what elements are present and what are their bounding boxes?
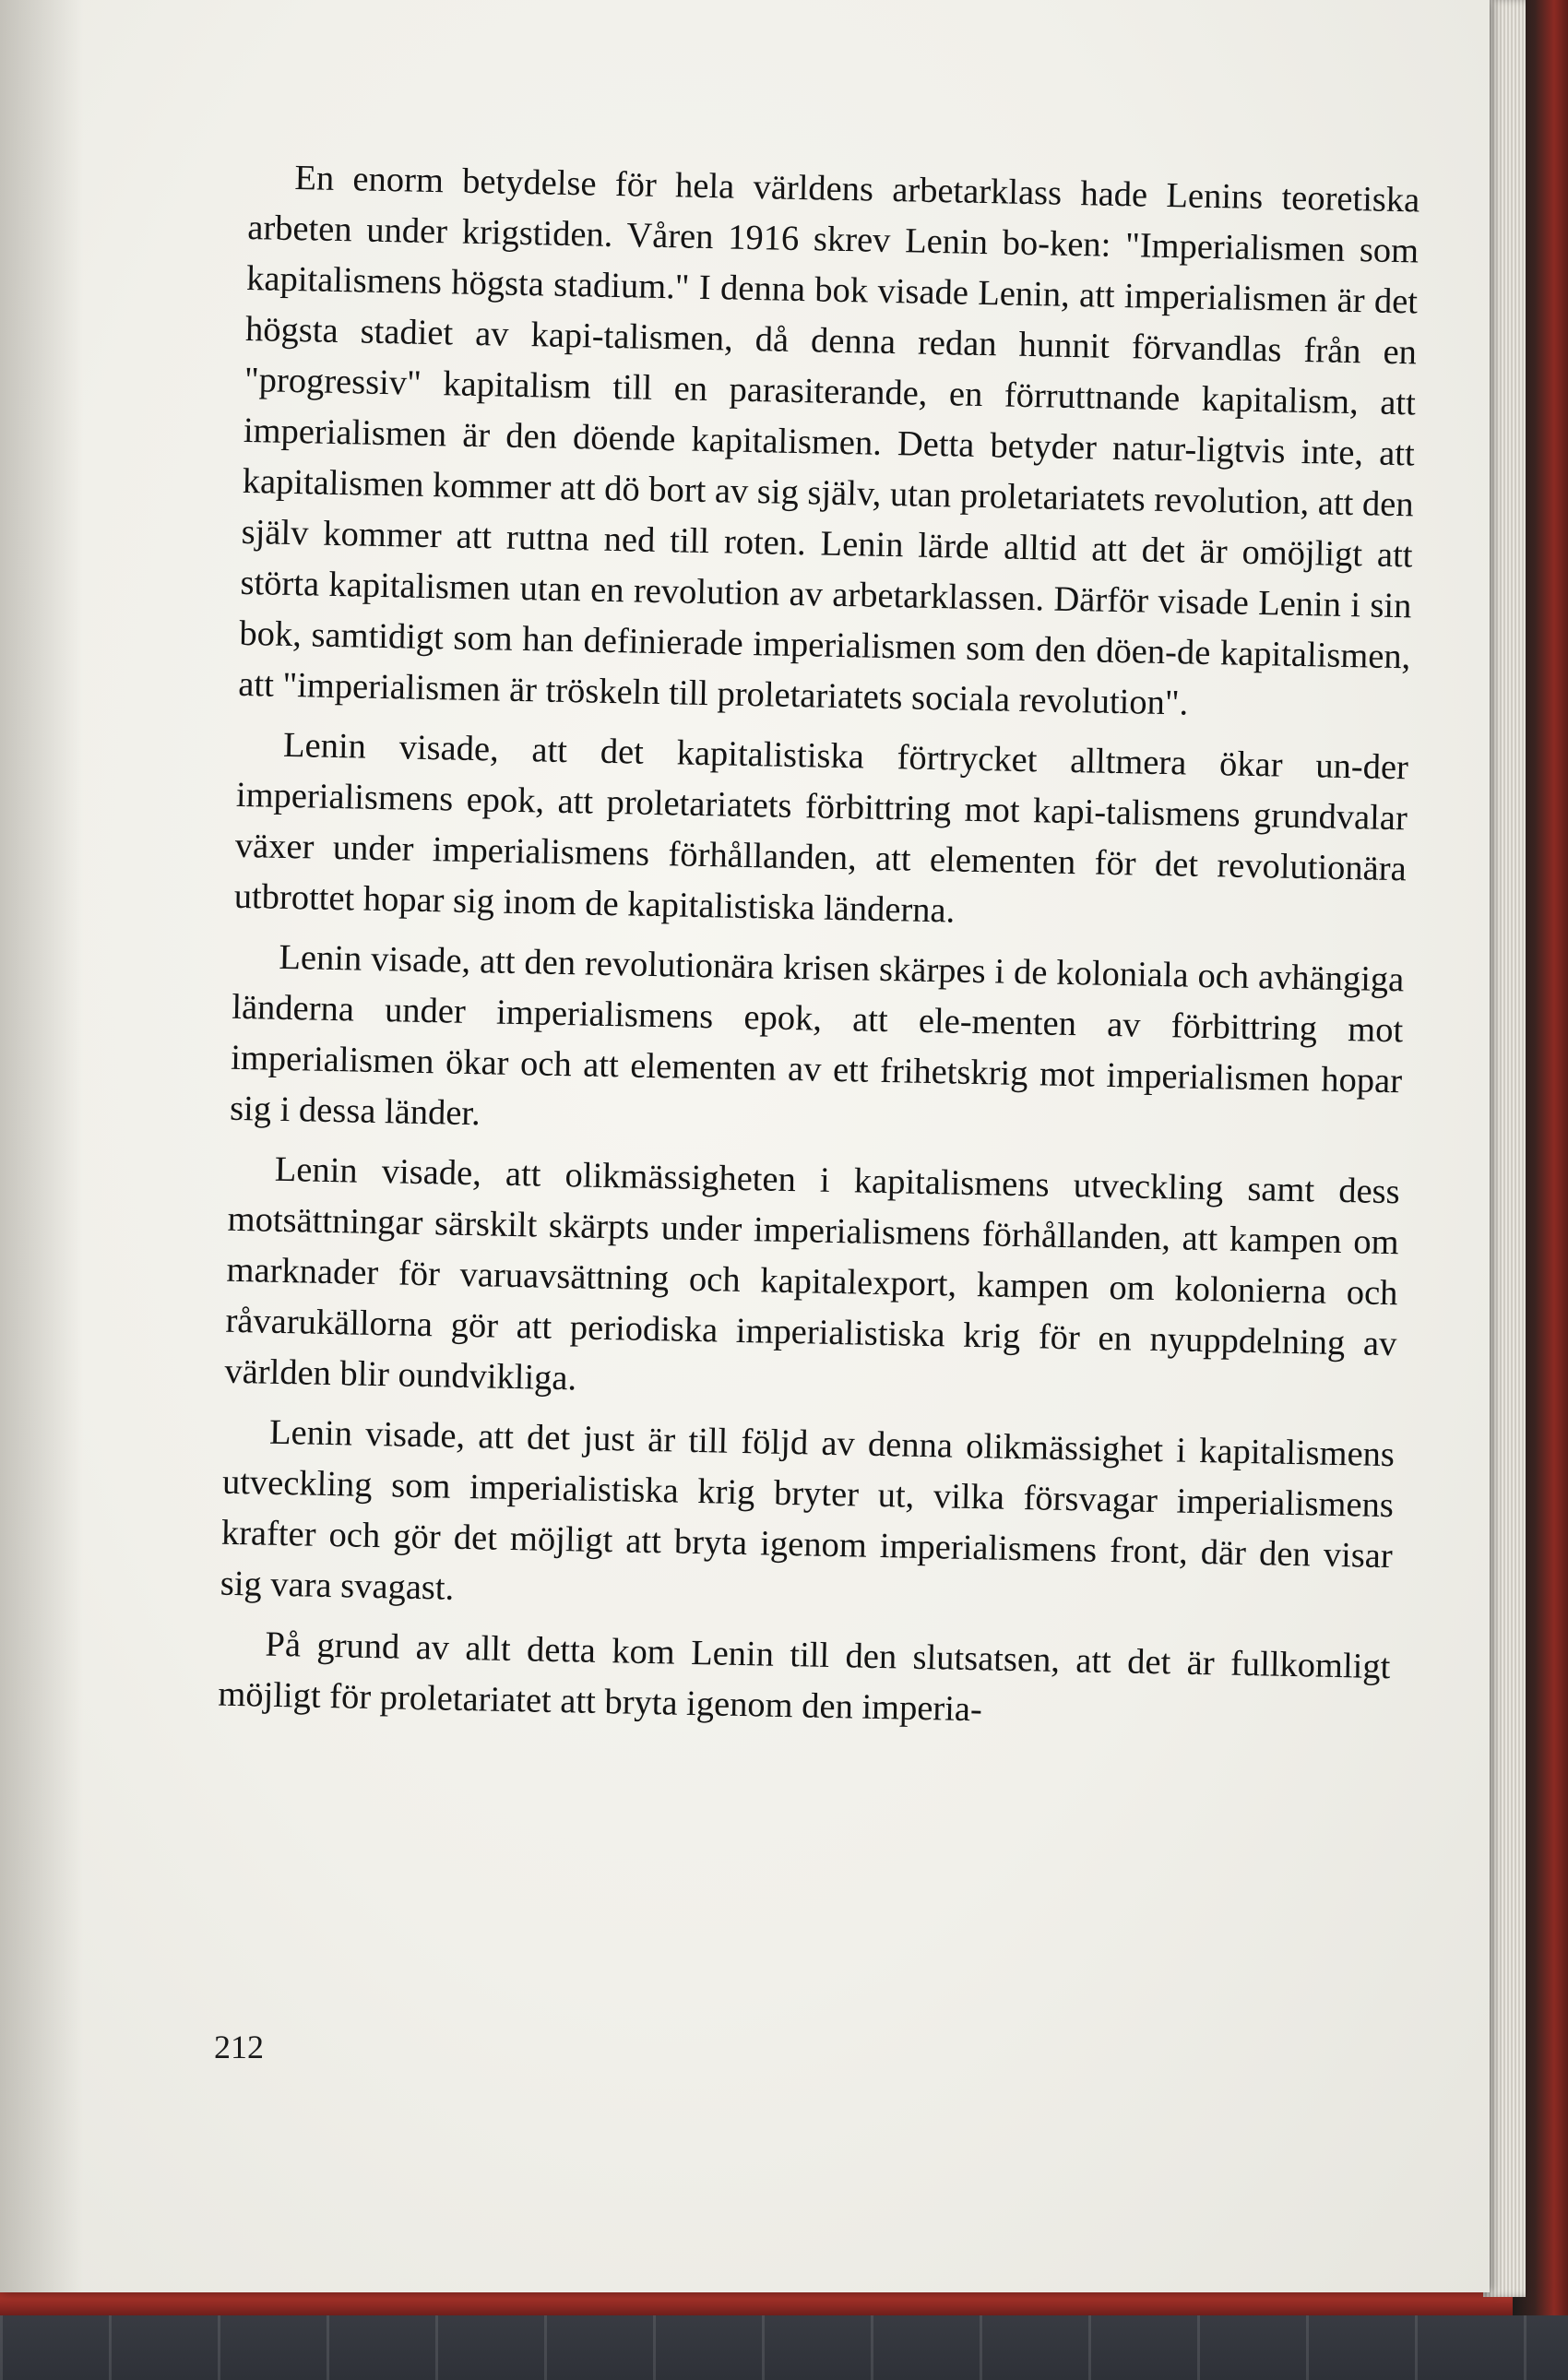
paragraph-5: Lenin visade, att det just är till följd av denna olikmässighet i kapitalismens utveckling som imperialistiska krig bryter ut, vilka försvagar imperialismens krafter och gör det möjligt att bryta igenom imperialismens front, där den visar sig vara svagast. [220, 1412, 1396, 1608]
paragraph-3: Lenin visade, att den revolutionära krisen skärpes i de koloniala och avhängiga länderna under imperialismens epok, att ele-menten av förbittring mot imperialismen ökar och att elementen av ett frihetskrig mot imperialismen hopar sig i dessa länder. [229, 937, 1405, 1134]
body-text [218, 152, 1420, 1743]
paragraph-6: På grund av allt detta kom Lenin till den slutsatsen, att det är fullkomligt möjligt för proletariatet att bryta igenom den imperia- [218, 1624, 1391, 1730]
page-number: 212 [214, 2029, 264, 2065]
paragraph-4: Lenin visade, att olikmässigheten i kapitalismens utveckling samt dess motsättningar särskilt skärpts under imperialismens förhållanden, att kampen om marknader för varuavsättning och kapitalexport, kampen om kolonierna och råvarukällorna gör att periodiska imperialistiska krig för en nyuppdelning av världen blir oundvikliga. [224, 1149, 1401, 1398]
cutting-mat [0, 2306, 1568, 2380]
paragraph-2: Lenin visade, att det kapitalistiska förtrycket alltmera ökar un-der imperialismens epok, att proletariatets förbittring mot kapi-talismens grundvalar växer under imperialismens förhållanden, att elementen för det revolutionära utbrottet hopar sig inom de kapitalistiska länderna. [233, 725, 1409, 931]
paragraph-1: En enorm betydelse för hela världens arbetarklass hade Lenins teoretiska arbeten under krigstiden. Våren 1916 skrev Lenin bo-ken: "Imperialismen som kapitalismens högsta stadium." I denna bok visade Lenin, att imperialismen är det högsta stadiet av kapi-talismen, då denna redan hunnit förvandlas från en "progressiv" kapitalism till en parasiterande, en förruttnande kapitalism, att imperialismen är den döende kapitalismen. Detta betyder natur-ligtvis inte, att kapitalismen kommer att dö bort av sig själv, utan proletariatets revolution, att den själv kommer att ruttna ned till roten. Lenin lärde alltid att det är omöjligt att störta kapitalismen utan en revolution av arbetarklassen. Därför visade Lenin i sin bok, samtidigt som han definierade imperialismen som den döen-de kapitalismen, att "imperialismen är tröskeln till proletariatets sociala revolution". [237, 159, 1420, 723]
